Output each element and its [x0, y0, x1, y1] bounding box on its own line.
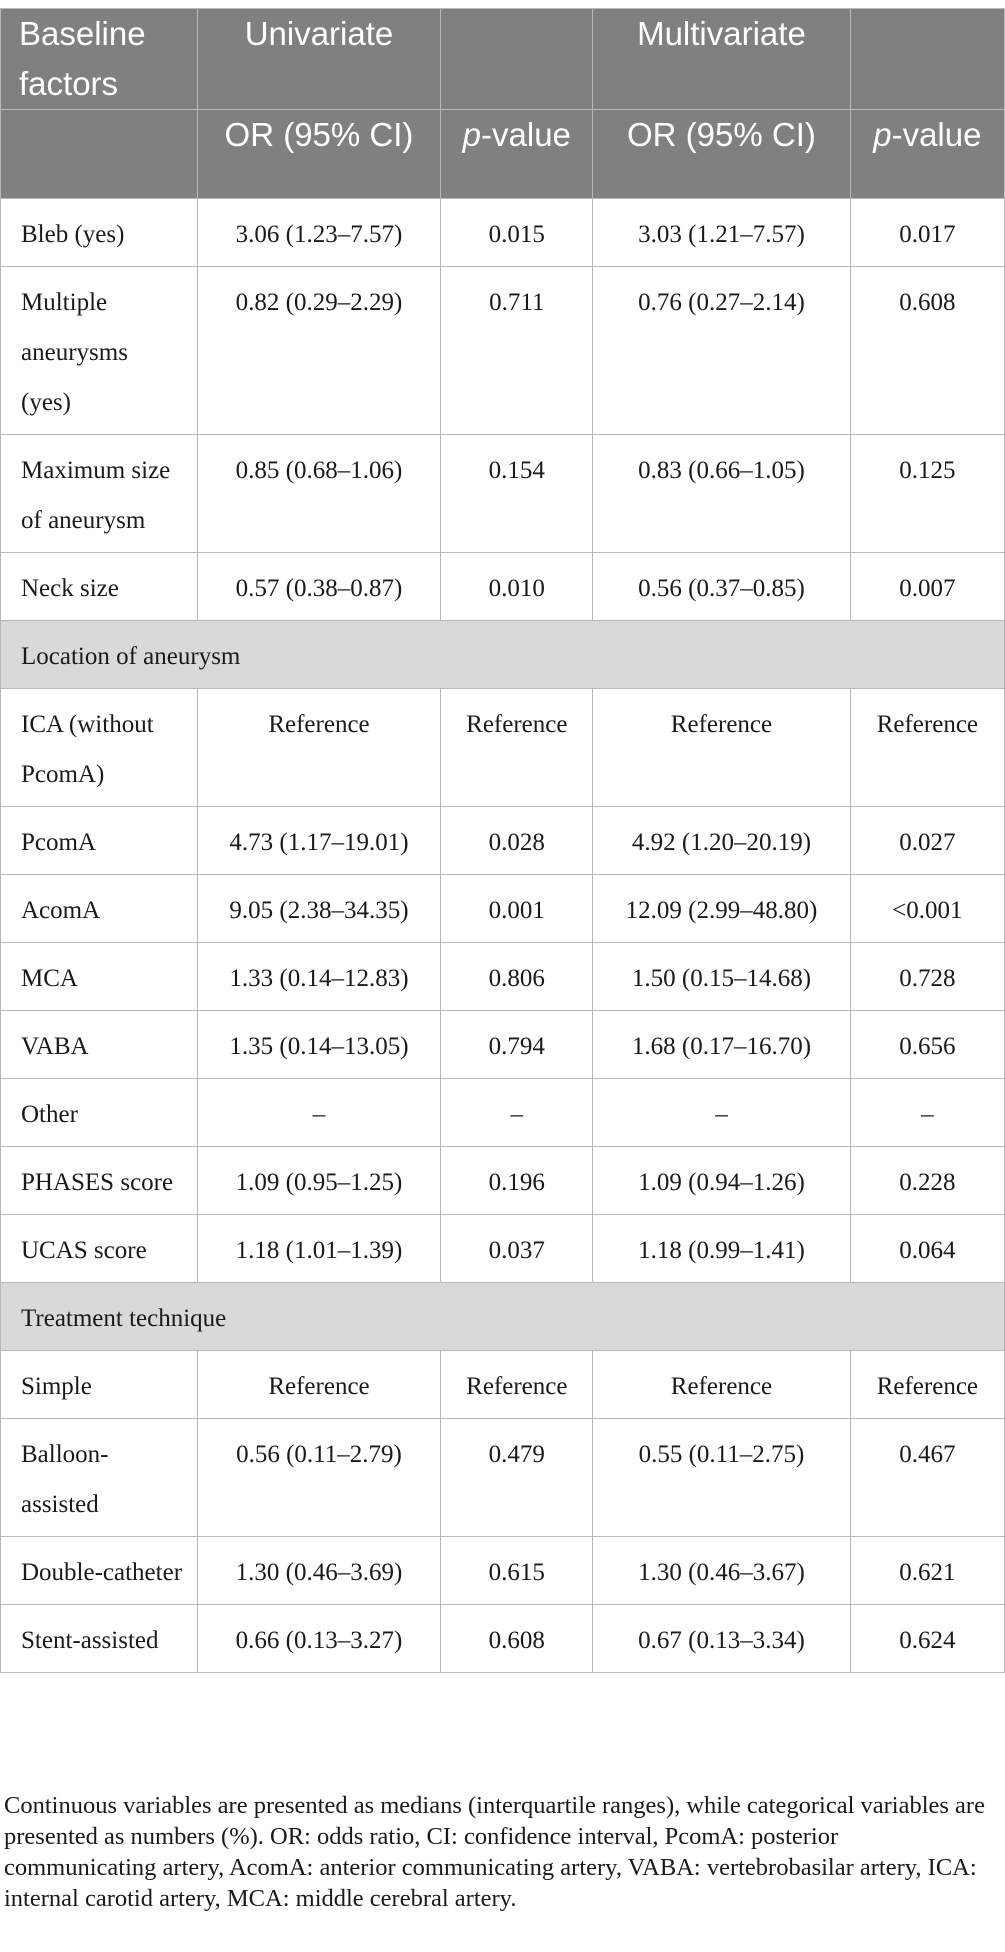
row-label: Neck size	[1, 553, 198, 621]
uni-p-cell: 0.479	[441, 1419, 593, 1537]
row-label: Double-catheter	[1, 1537, 198, 1605]
uni-p-cell: Reference	[441, 1351, 593, 1419]
uni-or-cell: Reference	[197, 689, 441, 807]
multi-or-cell: 1.09 (0.94–1.26)	[593, 1147, 851, 1215]
row-label: Bleb (yes)	[1, 199, 198, 267]
multi-or-cell: –	[593, 1079, 851, 1147]
header-uni-p	[441, 110, 593, 199]
multi-or-cell: 4.92 (1.20–20.19)	[593, 807, 851, 875]
header-uni-or: OR (95% CI)	[197, 110, 441, 199]
multi-p-cell: 0.064	[850, 1215, 1004, 1283]
uni-or-cell: 4.73 (1.17–19.01)	[197, 807, 441, 875]
uni-or-cell: 9.05 (2.38–34.35)	[197, 875, 441, 943]
uni-or-cell: 1.33 (0.14–12.83)	[197, 943, 441, 1011]
table-row	[1, 1215, 1005, 1283]
multi-p-cell: Reference	[850, 689, 1004, 807]
table-row	[1, 1605, 1005, 1673]
row-label: Other	[1, 1079, 198, 1147]
uni-p-cell: 0.154	[441, 435, 593, 553]
row-label: VABA	[1, 1011, 198, 1079]
multi-p-cell: Reference	[850, 1351, 1004, 1419]
section-row-treatment	[1, 1283, 1005, 1351]
uni-or-cell: 3.06 (1.23–7.57)	[197, 199, 441, 267]
uni-p-cell: 0.711	[441, 267, 593, 435]
row-label: Stent-assisted	[1, 1605, 198, 1673]
header-empty-1	[441, 9, 593, 110]
table-row	[1, 807, 1005, 875]
multi-or-cell: 12.09 (2.99–48.80)	[593, 875, 851, 943]
table-row	[1, 199, 1005, 267]
uni-p-cell: 0.615	[441, 1537, 593, 1605]
uni-or-cell: 1.35 (0.14–13.05)	[197, 1011, 441, 1079]
table-row	[1, 875, 1005, 943]
table-row	[1, 1011, 1005, 1079]
table-row	[1, 1351, 1005, 1419]
section-label: Treatment technique	[1, 1283, 1005, 1351]
uni-p-cell: 0.806	[441, 943, 593, 1011]
table-header	[1, 9, 1005, 199]
row-label: ICA (without PcomA)	[1, 689, 198, 807]
table-row	[1, 943, 1005, 1011]
uni-or-cell: 0.57 (0.38–0.87)	[197, 553, 441, 621]
uni-or-cell: 1.09 (0.95–1.25)	[197, 1147, 441, 1215]
row-label: PHASES score	[1, 1147, 198, 1215]
table-row	[1, 553, 1005, 621]
row-label: AcomA	[1, 875, 198, 943]
header-univariate: Univariate	[197, 9, 441, 110]
table-body	[1, 199, 1005, 1673]
row-label: MCA	[1, 943, 198, 1011]
p-italic: p	[462, 116, 482, 153]
multi-p-cell: 0.228	[850, 1147, 1004, 1215]
uni-p-cell: 0.015	[441, 199, 593, 267]
p-rest: -value	[891, 116, 982, 153]
uni-p-cell: Reference	[441, 689, 593, 807]
multi-p-cell: 0.608	[850, 267, 1004, 435]
uni-or-cell: 1.30 (0.46–3.69)	[197, 1537, 441, 1605]
multi-p-cell: 0.027	[850, 807, 1004, 875]
table-row	[1, 435, 1005, 553]
row-label: Simple	[1, 1351, 198, 1419]
multi-or-cell: Reference	[593, 1351, 851, 1419]
uni-or-cell: 1.18 (1.01–1.39)	[197, 1215, 441, 1283]
row-label: PcomA	[1, 807, 198, 875]
regression-table	[0, 8, 1005, 1673]
uni-or-cell: Reference	[197, 1351, 441, 1419]
uni-p-cell: 0.028	[441, 807, 593, 875]
multi-p-cell: 0.125	[850, 435, 1004, 553]
multi-p-cell: 0.656	[850, 1011, 1004, 1079]
uni-p-cell: 0.794	[441, 1011, 593, 1079]
multi-or-cell: 1.50 (0.15–14.68)	[593, 943, 851, 1011]
row-label: Balloon-assisted	[1, 1419, 198, 1537]
uni-or-cell: 0.66 (0.13–3.27)	[197, 1605, 441, 1673]
multi-or-cell: 0.56 (0.37–0.85)	[593, 553, 851, 621]
section-row-location	[1, 621, 1005, 689]
p-italic: p	[873, 116, 892, 153]
multi-p-cell: <0.001	[850, 875, 1004, 943]
multi-or-cell: 0.83 (0.66–1.05)	[593, 435, 851, 553]
uni-or-cell: –	[197, 1079, 441, 1147]
uni-p-cell: 0.608	[441, 1605, 593, 1673]
table-row	[1, 1537, 1005, 1605]
section-label: Location of aneurysm	[1, 621, 1005, 689]
uni-or-cell: 0.85 (0.68–1.06)	[197, 435, 441, 553]
table-footnote: Continuous variables are presented as medians (interquartile ranges), while categorical variables are presented as numbers (%). OR: odds ratio, CI: confidence interval, PcomA: posterior communicating artery, AcomA: anterior communicating artery, VABA: vertebrobasilar artery, ICA: internal carotid artery, MCA: middle cerebral artery.	[4, 1792, 985, 1912]
uni-p-cell: 0.037	[441, 1215, 593, 1283]
header-multi-or: OR (95% CI)	[593, 110, 851, 199]
header-multivariate: Multivariate	[593, 9, 851, 110]
row-label: UCAS score	[1, 1215, 198, 1283]
table-row	[1, 1419, 1005, 1537]
header-empty-2	[850, 9, 1004, 110]
table-row	[1, 689, 1005, 807]
multi-p-cell: 0.467	[850, 1419, 1004, 1537]
uni-p-cell: –	[441, 1079, 593, 1147]
header-multi-p	[850, 110, 1004, 199]
row-label: Maximum size of aneurysm	[1, 435, 198, 553]
multi-or-cell: 0.55 (0.11–2.75)	[593, 1419, 851, 1537]
multi-or-cell: Reference	[593, 689, 851, 807]
row-label: Multiple aneurysms (yes)	[1, 267, 198, 435]
multi-p-cell: 0.624	[850, 1605, 1004, 1673]
table-row	[1, 267, 1005, 435]
multi-or-cell: 0.67 (0.13–3.34)	[593, 1605, 851, 1673]
uni-or-cell: 0.82 (0.29–2.29)	[197, 267, 441, 435]
multi-or-cell: 0.76 (0.27–2.14)	[593, 267, 851, 435]
uni-p-cell: 0.196	[441, 1147, 593, 1215]
multi-p-cell: 0.621	[850, 1537, 1004, 1605]
multi-p-cell: 0.728	[850, 943, 1004, 1011]
uni-p-cell: 0.010	[441, 553, 593, 621]
header-empty-3	[1, 110, 198, 199]
header-baseline-factors: Baseline factors	[1, 9, 198, 110]
multi-or-cell: 1.18 (0.99–1.41)	[593, 1215, 851, 1283]
multi-p-cell: 0.017	[850, 199, 1004, 267]
p-rest: -value	[481, 116, 571, 153]
multi-p-cell: 0.007	[850, 553, 1004, 621]
multi-or-cell: 3.03 (1.21–7.57)	[593, 199, 851, 267]
multi-or-cell: 1.68 (0.17–16.70)	[593, 1011, 851, 1079]
uni-p-cell: 0.001	[441, 875, 593, 943]
uni-or-cell: 0.56 (0.11–2.79)	[197, 1419, 441, 1537]
multi-or-cell: 1.30 (0.46–3.67)	[593, 1537, 851, 1605]
table-row	[1, 1079, 1005, 1147]
multi-p-cell: –	[850, 1079, 1004, 1147]
table-row	[1, 1147, 1005, 1215]
